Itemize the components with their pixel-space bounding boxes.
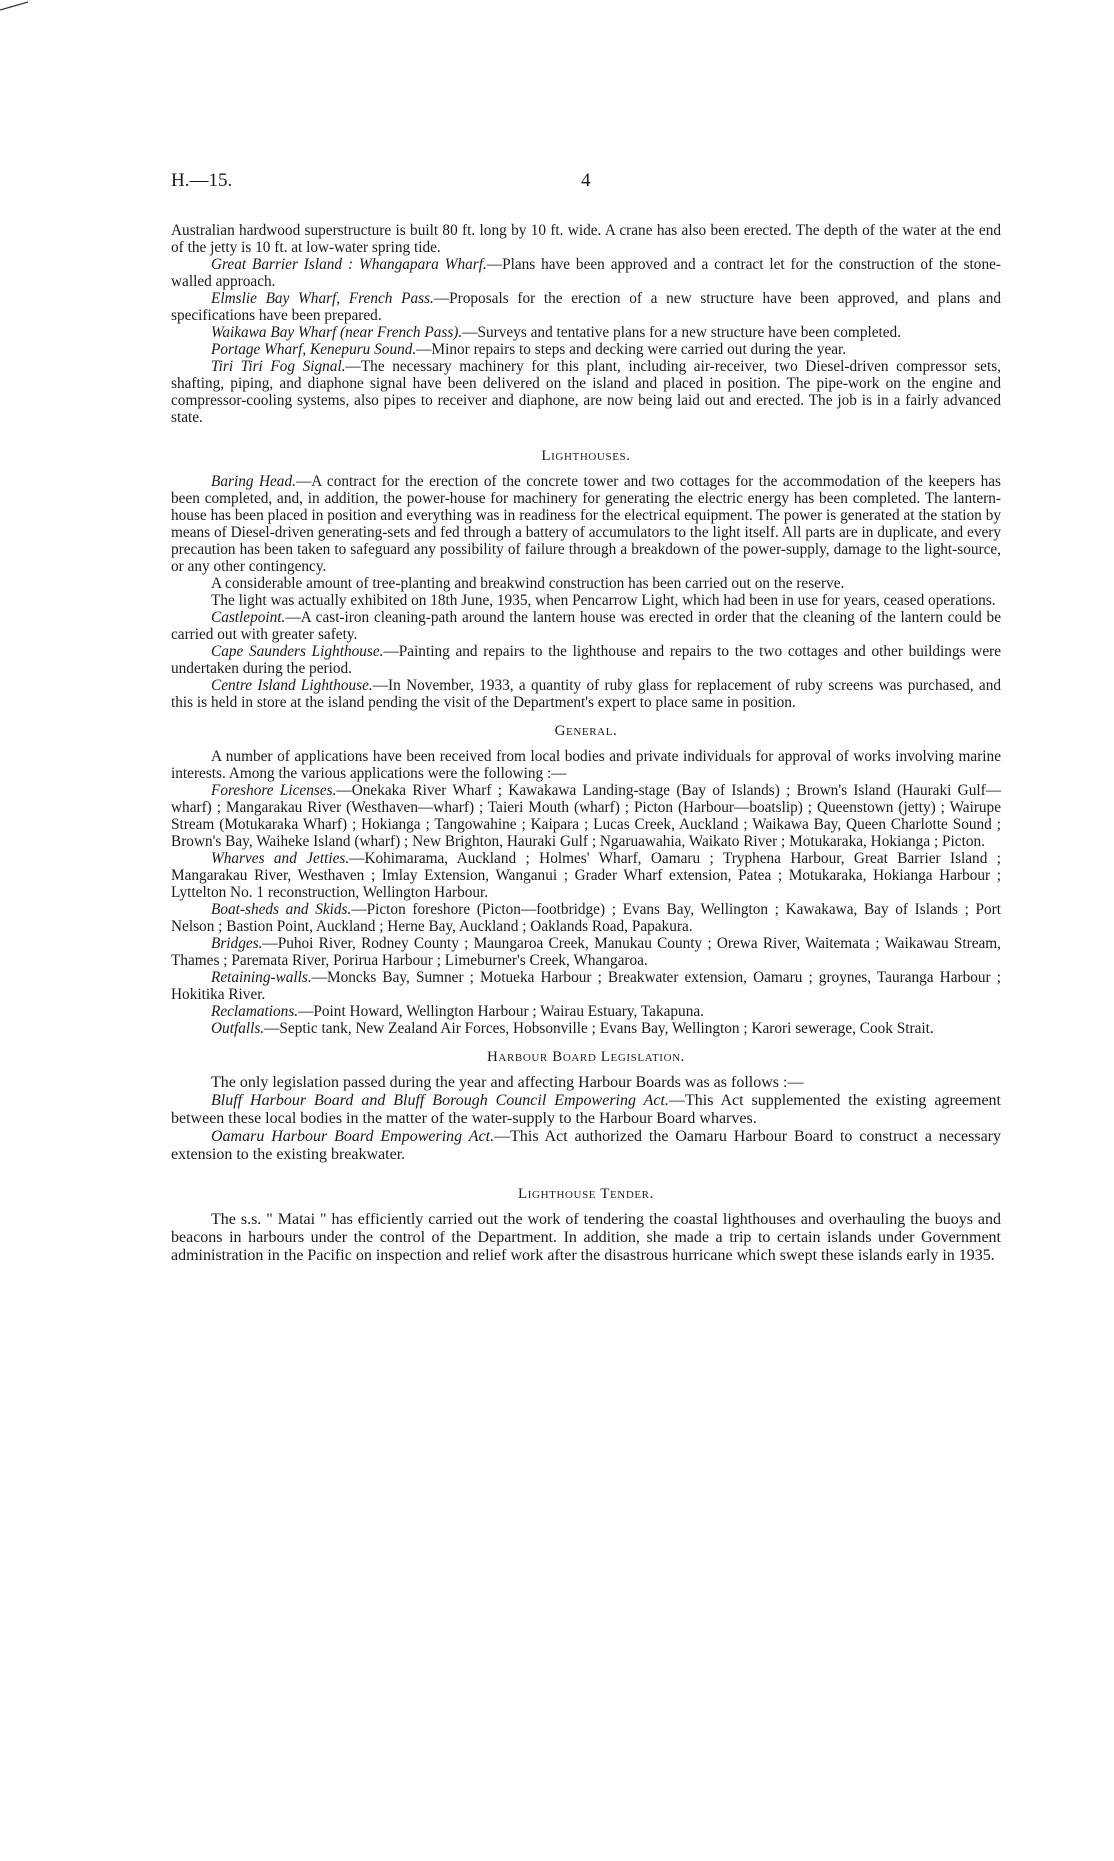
- lighthouse-tender-section: [171, 1211, 1001, 1265]
- paragraph-lead: Castlepoint.: [211, 609, 286, 626]
- paragraph-lead: Foreshore Licenses.: [211, 782, 337, 799]
- paragraph-lead: Reclamations.: [211, 1003, 299, 1020]
- paragraph: Reclamations.—Point Howard, Wellington Harbour ; Wairau Estuary, Takapuna.: [211, 1003, 704, 1020]
- paragraph: Oamaru Harbour Board Empowering Act.—This Act authorized the Oamaru Harbour Board to construct a necessary extension to the existing breakwater.: [171, 1128, 1001, 1163]
- section-heading-lighthouses: Lighthouses.: [541, 448, 631, 464]
- paragraph: Cape Saunders Lighthouse.—Painting and repairs to the lighthouse and repairs to the two cottages and other buildings were undertaken during the period.: [171, 643, 1001, 677]
- paragraph: Castlepoint.—A cast-iron cleaning-path around the lantern house was erected in order that the cleaning of the lantern could be carried out with greater safety.: [171, 609, 1001, 643]
- paragraph-lead: Outfalls.: [211, 1020, 265, 1037]
- paragraph: Portage Wharf, Kenepuru Sound.—Minor repairs to steps and decking were carried out during the year.: [211, 341, 847, 358]
- paragraph: Bridges.—Puhoi River, Rodney County ; Maungaroa Creek, Manukau County ; Orewa River, Waitemata ; Waikawau Stream, Thames ; Paremata River, Porirua Harbour ; Limeburner's Creek, Whangaroa.: [171, 935, 1001, 969]
- paragraph: A number of applications have been received from local bodies and private individuals for approval of works involving marine interests. Among the various applications were the following :—: [171, 748, 1001, 782]
- general-section: [171, 748, 1001, 1037]
- paragraph: The light was actually exhibited on 18th June, 1935, when Pencarrow Light, which had been in use for years, ceased operations.: [211, 592, 996, 609]
- paragraph-lead: Elmslie Bay Wharf, French Pass.: [211, 290, 434, 307]
- paragraph-lead: Oamaru Harbour Board Empowering Act.: [211, 1128, 495, 1145]
- paragraph: The s.s. " Matai " has efficiently carried out the work of tendering the coastal lighthouses and overhauling the buoys and beacons in harbours under the control of the Department. In addition, she made a trip to certain islands under Government administration in the Pacific on inspection and relief work after the disastrous hurricane which swept these islands early in 1935.: [171, 1211, 1001, 1264]
- harbour-board-section: [171, 1074, 1001, 1164]
- paragraph-lead: Wharves and Jetties.: [211, 850, 350, 867]
- paragraph: A considerable amount of tree-planting and breakwind construction has been carried out on the reserve.: [211, 575, 845, 592]
- paragraph: Centre Island Lighthouse.—In November, 1933, a quantity of ruby glass for replacement of ruby screens was purchased, and this is held in store at the island pending the visit of the Department's expert to place same in position.: [171, 677, 1001, 711]
- paragraph-lead: Boat-sheds and Skids.: [211, 901, 352, 918]
- page-number: 4: [581, 170, 591, 191]
- paragraph: Boat-sheds and Skids.—Picton foreshore (Picton—footbridge) ; Evans Bay, Wellington ; Kawakawa, Bay of Islands ; Port Nelson ; Bastion Point, Auckland ; Herne Bay, Auckland ; Oaklands Road, Papakura.: [171, 901, 1002, 935]
- intro-section: [171, 222, 1001, 426]
- page-header: [171, 170, 1001, 196]
- document-body: [171, 222, 1001, 1265]
- lighthouses-section: [171, 473, 1001, 711]
- section-heading-general: General.: [554, 723, 618, 739]
- paragraph-lead: Centre Island Lighthouse.: [211, 677, 373, 694]
- paragraph-lead: Bluff Harbour Board and Bluff Borough Council Empowering Act.: [211, 1092, 669, 1109]
- paragraph: Great Barrier Island : Whangapara Wharf.—Plans have been approved and a contract let for the construction of the stone-walled approach.: [171, 256, 1001, 290]
- paragraph: Tiri Tiri Fog Signal.—The necessary machinery for this plant, including air-receiver, two Diesel-driven compressor sets, shafting, piping, and diaphone signal have been delivered on the island and placed in position. The pipe-work on the engine and compressor-cooling systems, also pipes to receiver and diaphone, are now being laid out and erected. The job is in a fairly advanced state.: [171, 358, 1001, 426]
- paragraph: Australian hardwood superstructure is built 80 ft. long by 10 ft. wide. A crane has also been erected. The depth of the water at the end of the jetty is 10 ft. at low-water spring tide.: [171, 222, 1001, 256]
- paragraph-lead: Retaining-walls.: [211, 969, 312, 986]
- paragraph-lead: Waikawa Bay Wharf (near French Pass).: [211, 324, 463, 341]
- paragraph: Wharves and Jetties.—Kohimarama, Auckland ; Holmes' Wharf, Oamaru ; Tryphena Harbour, Great Barrier Island ; Mangarakau River, Westhaven ; Imlay Extension, Wanganui ; Grader Wharf extension, Patea ; Motukaraka, Hokianga Harbour ; Lyttelton No. 1 reconstruction, Wellington Harbour.: [171, 850, 1001, 901]
- page-reference: H.—15.: [171, 170, 233, 191]
- section-heading-lighthouse-tender: Lighthouse Tender.: [518, 1186, 654, 1202]
- paragraph-lead: Portage Wharf, Kenepuru Sound.: [211, 341, 417, 358]
- section-heading-harbour-board-legislation: Harbour Board Legislation.: [486, 1049, 686, 1065]
- paragraph-lead: Bridges.: [211, 935, 263, 952]
- paragraph-lead: Great Barrier Island : Whangapara Wharf.: [211, 256, 487, 273]
- paragraph: Baring Head.—A contract for the erection of the concrete tower and two cottages for the accommodation of the keepers has been completed, and, in addition, the power-house for machinery for generating the electric energy has been completed. The lantern-house has been placed in position and everything was in readiness for the electrical equipment. The power is generated at the station by means of Diesel-driven generating-sets and fed through a battery of accumulators to the light itself. All parts are in duplicate, and every precaution has been taken to safeguard any possibility of failure through a breakdown of the power-supply, damage to the light-source, or any other contingency.: [171, 473, 1002, 575]
- corner-mark: [0, 0, 30, 12]
- paragraph-lead: Baring Head.: [211, 473, 296, 490]
- paragraph-lead: Tiri Tiri Fog Signal.: [211, 358, 346, 375]
- paragraph: Outfalls.—Septic tank, New Zealand Air Forces, Hobsonville ; Evans Bay, Wellington ; Karori sewerage, Cook Strait.: [211, 1020, 934, 1037]
- paragraph: Bluff Harbour Board and Bluff Borough Council Empowering Act.—This Act supplemented the existing agreement between these local bodies in the matter of the water-supply to the Harbour Board wharves.: [171, 1092, 1001, 1127]
- paragraph: Elmslie Bay Wharf, French Pass.—Proposals for the erection of a new structure have been approved, and plans and specifications have been prepared.: [171, 290, 1001, 324]
- paragraph: Foreshore Licenses.—Onekaka River Wharf ; Kawakawa Landing-stage (Bay of Islands) ; Brown's Island (Hauraki Gulf—wharf) ; Mangarakau River (Westhaven—wharf) ; Taieri Mouth (wharf) ; Picton (Harbour—boatslip) ; Queenstown (jetty) ; Wairupe Stream (Motukaraka Wharf) ; Hokianga ; Tangowahine ; Kaipara ; Lucas Creek, Auckland ; Waikawa Bay, Queen Charlotte Sound ; Brown's Bay, Waiheke Island (wharf) ; New Brighton, Hauraki Gulf ; Ngaruawahia, Waikato River ; Motukaraka, Hokianga ; Picton.: [171, 782, 1002, 850]
- paragraph: The only legislation passed during the year and affecting Harbour Boards was as follows :—: [211, 1074, 804, 1091]
- paragraph: Retaining-walls.—Moncks Bay, Sumner ; Motueka Harbour ; Breakwater extension, Oamaru ; groynes, Tauranga Harbour ; Hokitika River.: [171, 969, 1001, 1003]
- paragraph: Waikawa Bay Wharf (near French Pass).—Surveys and tentative plans for a new structure have been completed.: [211, 324, 902, 341]
- paragraph-lead: Cape Saunders Lighthouse.: [211, 643, 384, 660]
